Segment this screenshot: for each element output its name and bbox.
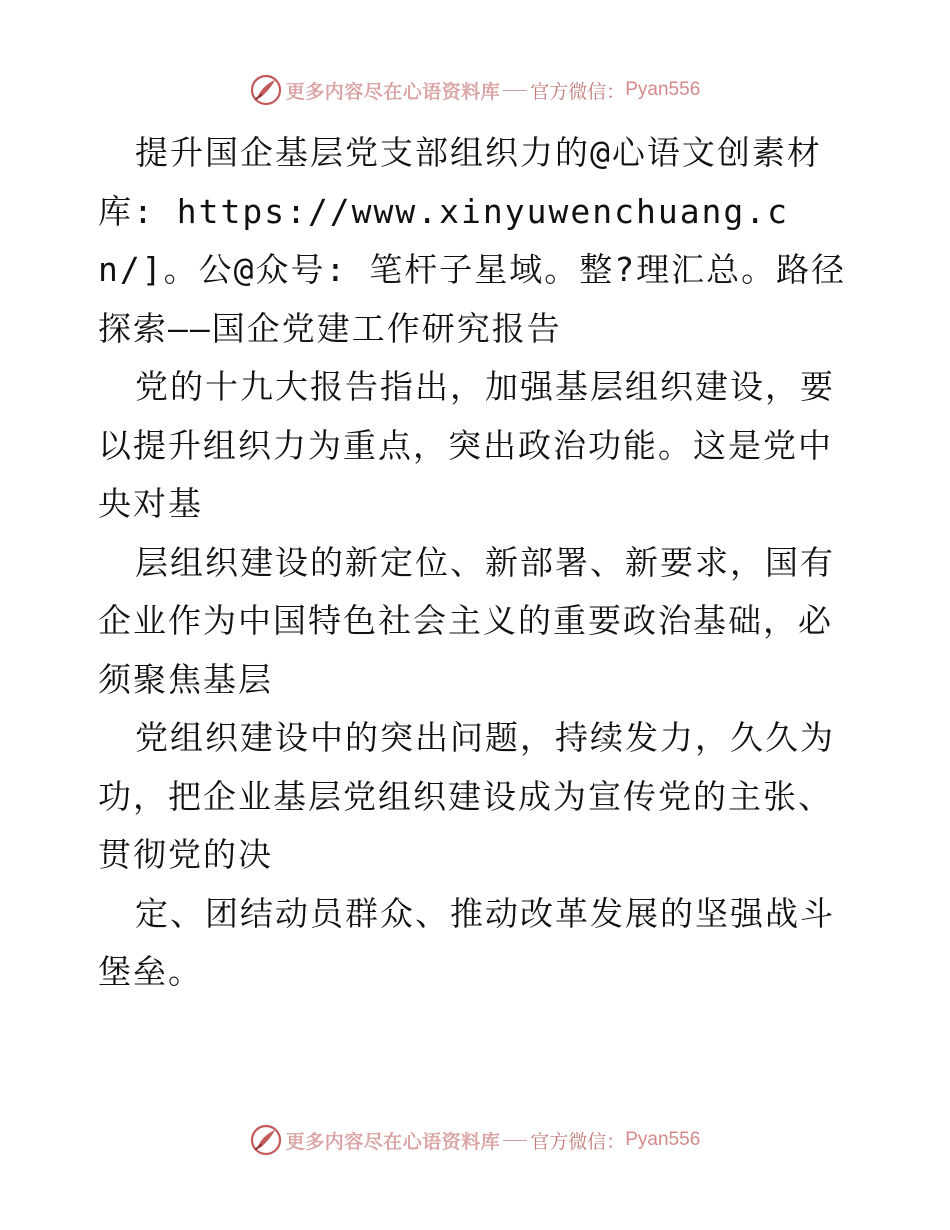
banner-wechat-id: Pyan556 — [625, 1129, 701, 1150]
banner-main-text: 更多内容尽在心语资料库 — [285, 1130, 501, 1153]
banner-sub-text: 官方微信： — [530, 1130, 626, 1153]
paragraph: 层组织建设的新定位、新部署、新要求，国有企业作为中国特色社会主义的重要政治基础，必须聚焦基层 — [98, 542, 835, 699]
paragraph: 党的十九大报告指出，加强基层组织建设，要以提升组织力为重点，突出政治功能。这是党中央对基 — [98, 367, 835, 523]
brush-logo-icon — [250, 74, 282, 106]
paragraph-title: 提升国企基层党支部组织力的@心语文创素材库: https://www.xinyuwenchuang.cn/]。公@众号: 笔杆子星域。整?理汇总。路径探索——国企党建工作研究报告 — [98, 133, 847, 348]
banner-wechat-id: Pyan556 — [625, 79, 701, 100]
banner-main-text: 更多内容尽在心语资料库 — [285, 80, 501, 103]
page-header-banner — [0, 70, 950, 110]
banner-sub-text: 官方微信： — [530, 80, 626, 103]
banner-dash — [503, 1140, 527, 1141]
paragraph: 党组织建设中的突出问题，持续发力，久久为功，把企业基层党组织建设成为宣传党的主张、贯彻党的决 — [98, 718, 835, 874]
paragraph: 定、团结动员群众、推动改革发展的坚强战斗堡垒。 — [98, 893, 835, 991]
page-footer-banner — [0, 1120, 950, 1160]
document-body — [98, 124, 858, 1002]
brush-logo-icon — [250, 1124, 282, 1156]
banner-dash — [503, 90, 527, 91]
